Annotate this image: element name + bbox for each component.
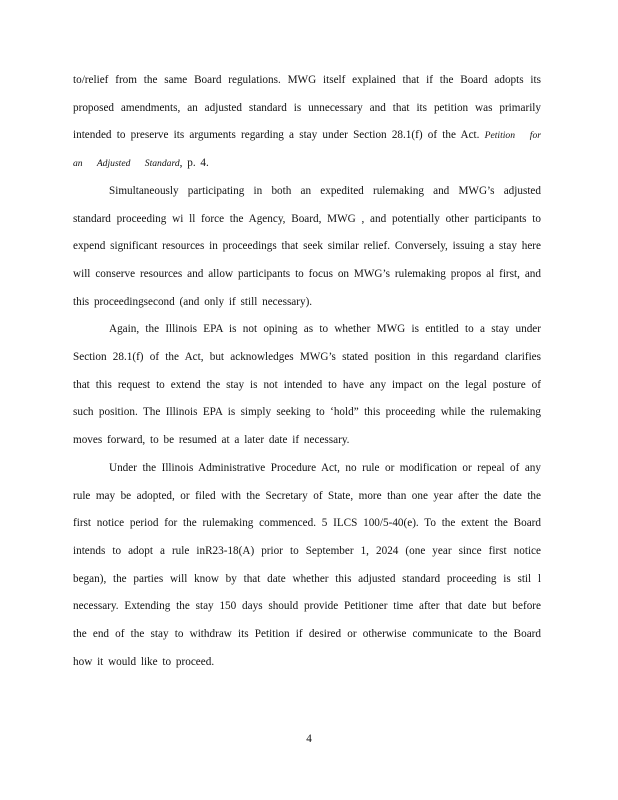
paragraph-1-text: to/relief from the same Board regulations. MWG itself explained that if the Board adopts its proposed amendments, an adjusted standard is unnecessary and that its petition was primarily intended to preserve its arguments regarding a stay under Section 28.1(f) of the Act. xyxy=(73,74,541,142)
paragraph-2: Simultaneously participating in both an expedited rulemaking and MWG’s adjusted standard proceeding wi ll force the Agency, Board, MWG , and potentially other participants to expend significant resources in proceedings that seek similar relief. Conversely, issuing a stay here will conserve resources and allow participants to focus on MWG’s rulemaking propos al first, and this proceedingsecond (and only if still necessary). xyxy=(73,184,541,308)
paragraph-4: Under the Illinois Administrative Procedure Act, no rule or modification or repeal of any rule may be adopted, or filed with the Secretary of State, more than one year after the date the first notice period for the rulemaking commenced. 5 ILCS 100/5-40(e). To the extent the Board intends to adopt a rule inR23-18(A) prior to September 1, 2024 (one year since first notice began), the parties will know by that date whether this adjusted standard proceeding is stil l necessary. Extending the stay 150 days should provide Petitioner time after that date but before the end of the stay to withdraw its Petition if desired or otherwise communicate to the Board how it would like to proceed. xyxy=(73,461,541,668)
document-body xyxy=(73,67,541,676)
paragraph-1-text-end: , p. 4. xyxy=(179,157,209,170)
page-number: 4 xyxy=(306,733,312,745)
paragraph-1 xyxy=(73,67,541,178)
paragraph-3: Again, the Illinois EPA is not opining as to whether MWG is entitled to a stay under Section 28.1(f) of the Act, but acknowledges MWG’s stated position in this regardand clarifies that this request to extend the stay is not intended to have any impact on the legal posture of such position. The Illinois EPA is simply seeking to ‘hold” this proceeding while the rulemaking moves forward, to be resumed at a later date if necessary. xyxy=(73,323,541,447)
petition-citation: Petition for an Adjusted Standard xyxy=(73,130,541,170)
